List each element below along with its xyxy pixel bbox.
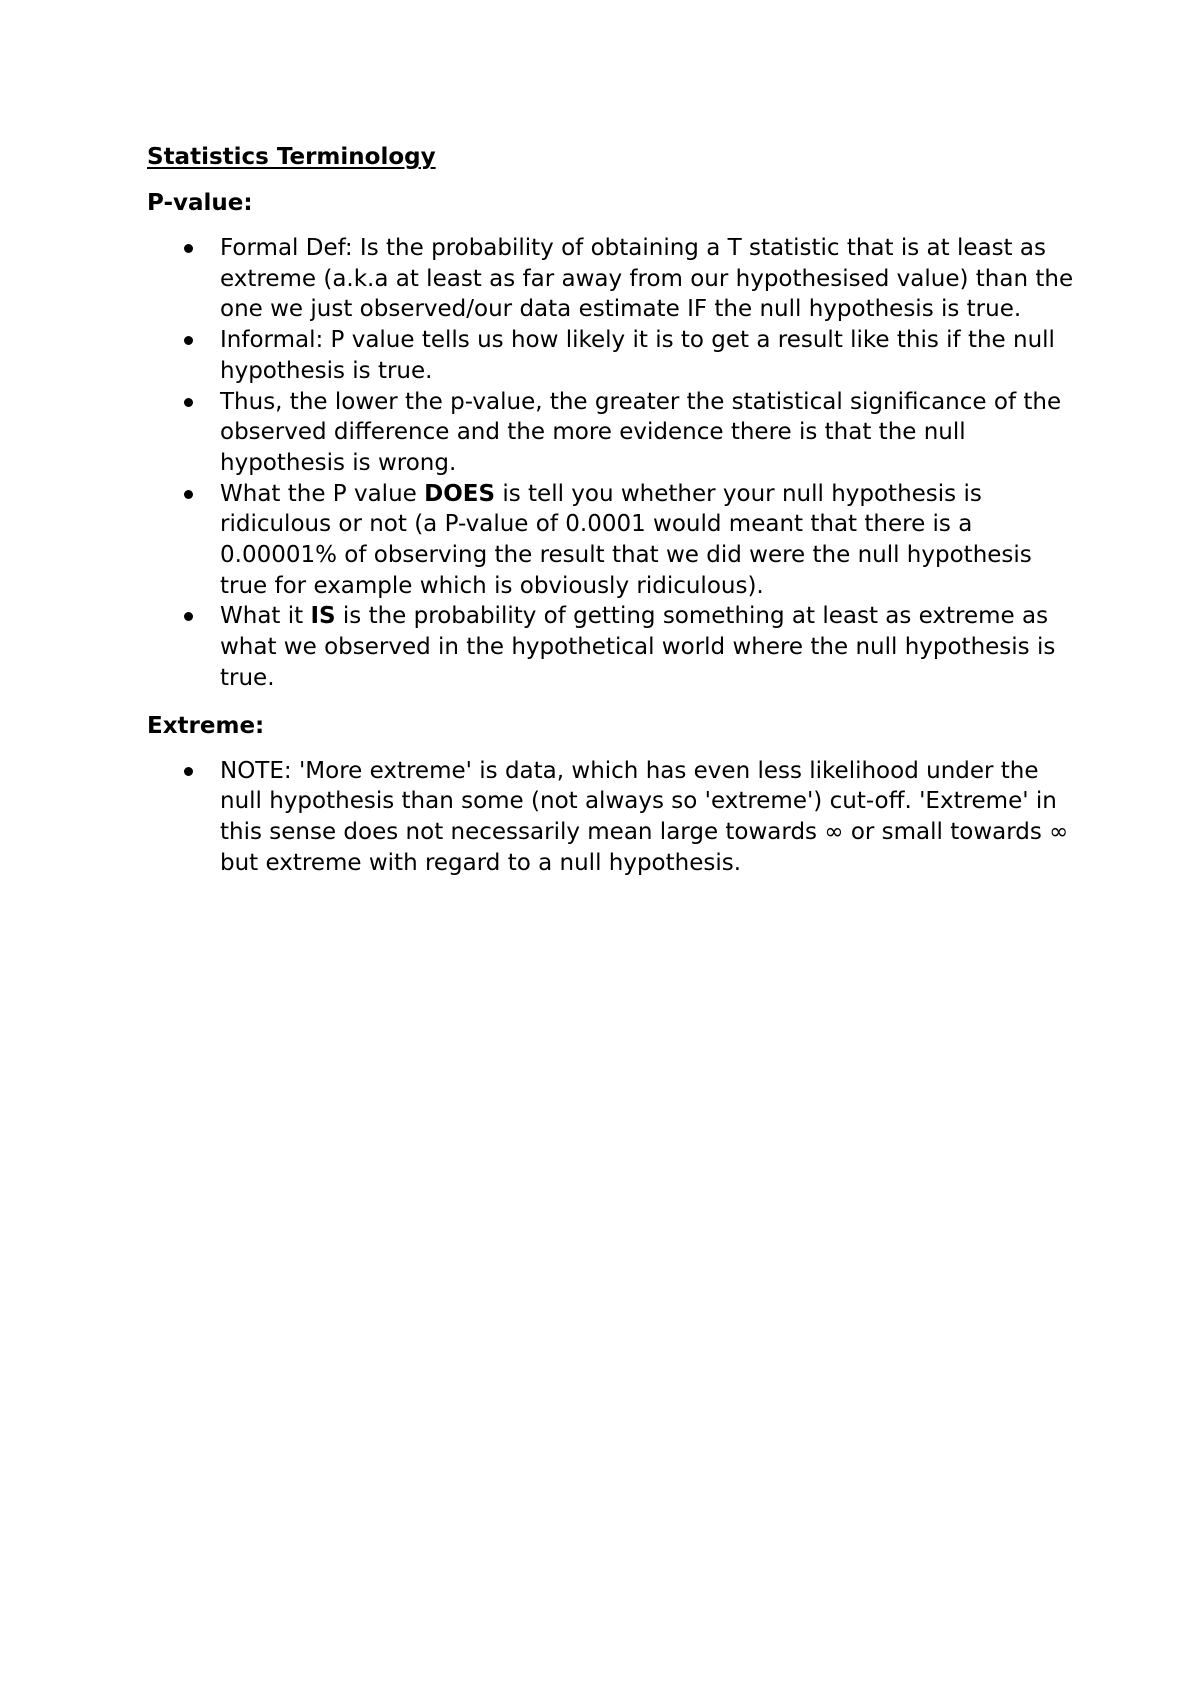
bullet-text-suffix: is tell you whether your null hypothesis is ridiculous or not (a P-value of 0.0001 would meant that there is a 0.00001% of observing the result that we did were the null hypothesis true for example which is obviously ridiculous). [220, 480, 1032, 599]
bullet-text-prefix: What the P value [220, 480, 425, 507]
bullet-list-extreme [147, 756, 1077, 879]
bullet-text: Informal: P value tells us how likely it is to get a result like this if the null hypothesis is true. [220, 327, 1055, 384]
bullet-text: Formal Def: Is the probability of obtaining a T statistic that is at least as extreme (a.k.a at least as far away from our hypothesised value) than the one we just observed/our data estimate IF the null hypothesis is true. [220, 235, 1074, 323]
bullet-text-prefix: What it [220, 603, 311, 630]
list-item [147, 325, 1077, 386]
bullet-icon [184, 244, 193, 253]
bullet-bold-term: DOES [424, 480, 496, 507]
bullet-list-p-value [147, 233, 1077, 694]
list-item [147, 233, 1077, 325]
bullet-text: Thus, the lower the p-value, the greater the statistical significance of the observed difference and the more evidence there is that the null hypothesis is wrong. [220, 388, 1062, 476]
bullet-icon [184, 612, 193, 621]
bullet-icon [184, 767, 193, 776]
bullet-icon [184, 490, 193, 499]
section-heading-p-value: P-value: [147, 190, 253, 216]
bullet-text: NOTE: 'More extreme' is data, which has even less likelihood under the null hypothesis than some (not always so 'extreme') cut-off. 'Extreme' in this sense does not necessarily mean large towards ∞ or small towards ∞ but extreme with regard to a null hypothesis. [220, 757, 1069, 876]
document-body [147, 142, 1077, 895]
list-item [147, 756, 1077, 879]
list-item [147, 479, 1077, 602]
list-item [147, 387, 1077, 479]
document-title: Statistics Terminology [147, 144, 436, 170]
section-heading-extreme: Extreme: [147, 712, 265, 739]
bullet-bold-term: IS [310, 603, 336, 630]
bullet-icon [184, 336, 193, 345]
list-item [147, 601, 1077, 693]
bullet-text-suffix: is the probability of getting something at least as extreme as what we observed in the hypothetical world where the null hypothesis is true. [220, 603, 1056, 691]
bullet-icon [184, 398, 193, 407]
